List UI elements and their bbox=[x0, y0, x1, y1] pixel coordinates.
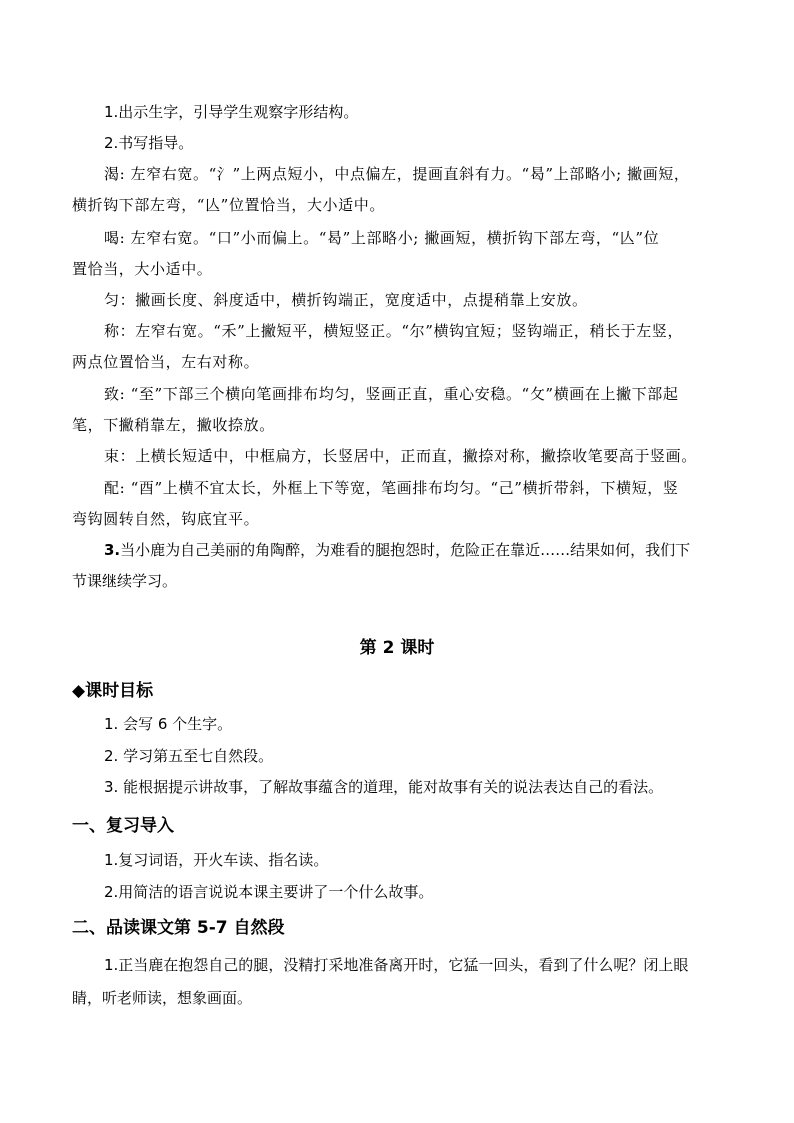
char-pei-guide-line-2: 弯钩圆转自然，钩底宜平。 bbox=[72, 510, 260, 528]
step-3-number: 3. bbox=[104, 541, 121, 559]
lesson-goals-heading: ◆课时目标 bbox=[72, 681, 154, 701]
char-cheng-guide-line-1: 称：左窄右宽。“禾”上撇短平，横短竖正。“尔”横钩宜短；竖钩端正，稍长于左竖， bbox=[104, 322, 684, 340]
step-3-text-line-2: 节课继续学习。 bbox=[72, 572, 178, 590]
char-he-guide-line-1: 喝: 左窄右宽。“口”小而偏上。“曷”上部略小; 撇画短，横折钩下部左弯，“亾”位 bbox=[104, 229, 660, 247]
step-2-text: 2.书写指导。 bbox=[104, 134, 194, 152]
char-zhi-guide-line-2: 笔，下撇稍靠左，撇收捺放。 bbox=[72, 416, 275, 434]
char-cheng-guide-line-2: 两点位置恰当，左右对称。 bbox=[72, 353, 260, 371]
char-he-guide-line-2: 置恰当，大小适中。 bbox=[72, 260, 213, 278]
goal-item-1: 1. 会写 6 个生字。 bbox=[104, 715, 233, 733]
char-pei-guide-line-1: 配: “酉”上横不宜太长，外框上下等宽，笔画排布均匀。“己”横折带斜，下横短，竖 bbox=[104, 479, 679, 497]
char-zhi-guide-line-1: 致: “至”下部三个横向笔画排布均匀，竖画正直，重心安稳。“攵”横画在上撇下部起 bbox=[104, 385, 679, 403]
review-item-2: 2.用简洁的语言说说本课主要讲了一个什么故事。 bbox=[104, 883, 434, 901]
section-reading-heading: 二、品读课文第 5-7 自然段 bbox=[72, 918, 285, 938]
review-item-1: 1.复习词语，开火车读、指名读。 bbox=[104, 851, 329, 869]
lesson-2-title: 第 2 课时 bbox=[359, 638, 435, 658]
char-shu-guide: 束：上横长短适中，中框扁方，长竖居中，正而直，撇捺对称，撇捺收笔要高于竖画。 bbox=[104, 447, 697, 465]
char-yun-guide: 匀：撇画长度、斜度适中，横折钩端正，宽度适中，点提稍靠上安放。 bbox=[104, 291, 588, 309]
reading-item-1-line-1: 1.正当鹿在抱怨自己的腿，没精打采地准备离开时，它猛一回头，看到了什么呢？闭上眼 bbox=[104, 956, 689, 974]
step-3-text-line-1 bbox=[104, 540, 690, 560]
char-ke-guide-line-1: 渴: 左窄右宽。“氵”上两点短小，中点偏左，提画直斜有力。“曷”上部略小; 撇画短， bbox=[104, 165, 690, 183]
char-ke-guide-line-2: 横折钩下部左弯，“亾”位置恰当，大小适中。 bbox=[72, 196, 385, 214]
section-review-heading: 一、复习导入 bbox=[72, 816, 174, 836]
step-1-text: 1.出示生字，引导学生观察字形结构。 bbox=[104, 103, 359, 121]
goal-item-3: 3. 能根据提示讲故事，了解故事蕴含的道理，能对故事有关的说法表达自己的看法。 bbox=[104, 778, 664, 796]
goal-item-2: 2. 学习第五至七自然段。 bbox=[104, 747, 274, 765]
step-3-text: 当小鹿为自己美丽的角陶醉，为难看的腿抱怨时，危险正在靠近……结果如何，我们下 bbox=[120, 541, 691, 559]
reading-item-1-line-2: 睛，听老师读，想象画面。 bbox=[72, 989, 253, 1007]
